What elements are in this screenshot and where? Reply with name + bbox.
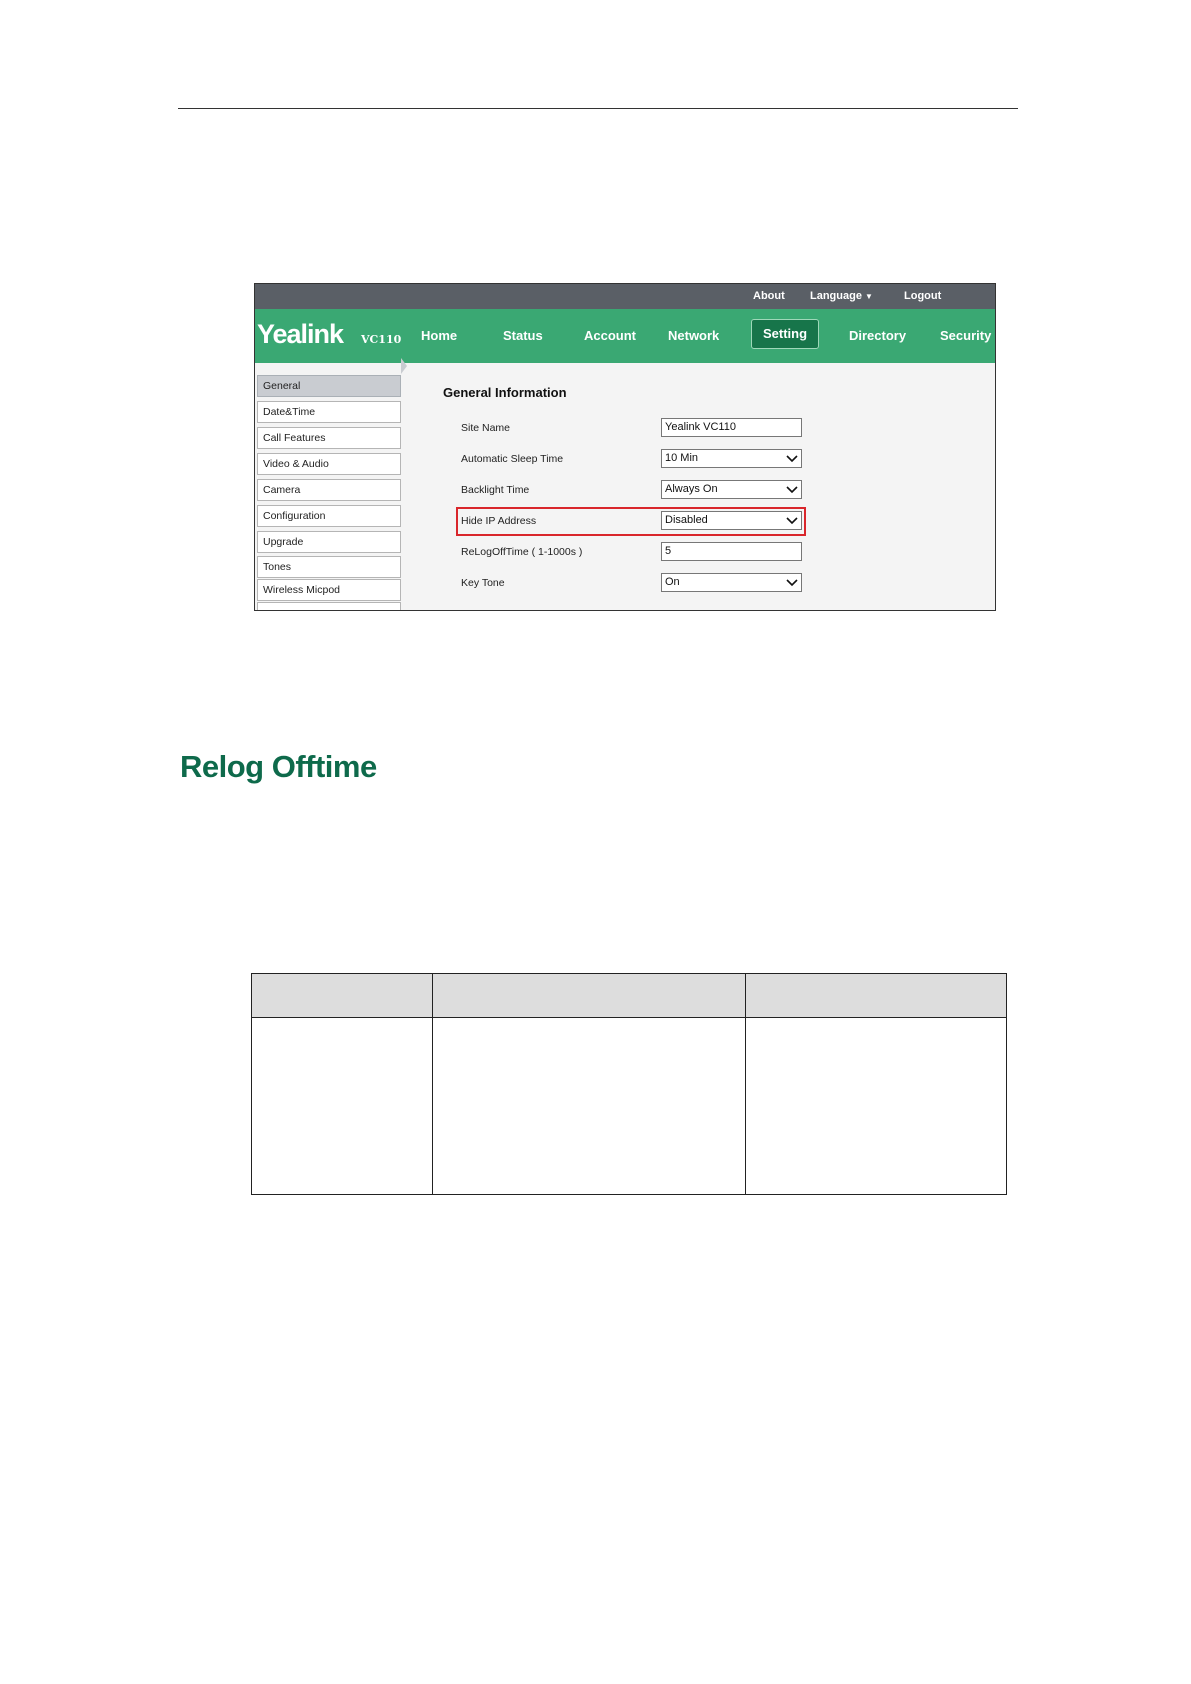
- chevron-down-icon: [786, 574, 798, 591]
- sidebar-item-date-time[interactable]: Date&Time: [257, 401, 401, 423]
- nav-security[interactable]: Security: [940, 328, 992, 343]
- backlight-time-value: Always On: [665, 483, 718, 495]
- backlight-time-select[interactable]: [661, 480, 802, 499]
- nav-directory[interactable]: Directory: [849, 328, 907, 343]
- table-header-cell: [432, 974, 746, 1018]
- chevron-down-icon: [786, 481, 798, 498]
- language-menu[interactable]: [810, 290, 873, 302]
- label-key-tone: Key Tone: [461, 577, 505, 589]
- label-hide-ip-address: Hide IP Address: [461, 515, 537, 527]
- nav-status[interactable]: Status: [503, 328, 543, 343]
- nav-setting[interactable]: Setting: [751, 319, 819, 349]
- site-name-value: Yealink VC110: [665, 421, 736, 433]
- caret-down-icon: ▼: [864, 292, 873, 301]
- key-tone-value: On: [665, 576, 680, 588]
- sidebar-item-call-features[interactable]: Call Features: [257, 427, 401, 449]
- section-title: General Information: [443, 385, 567, 400]
- label-site-name: Site Name: [461, 422, 511, 434]
- label-backlight-time: Backlight Time: [461, 484, 530, 496]
- sidebar-item-cut-off: [257, 602, 401, 611]
- relogofftime-input[interactable]: [661, 542, 802, 561]
- sidebar-item-video-audio[interactable]: Video & Audio: [257, 453, 401, 475]
- top-bar: [255, 284, 995, 309]
- sidebar-item-configuration[interactable]: Configuration: [257, 505, 401, 527]
- table-row: [252, 1018, 1007, 1195]
- logout-link[interactable]: Logout: [904, 290, 942, 302]
- table-cell: [432, 1018, 746, 1195]
- parameter-table: [251, 973, 1007, 1195]
- sidebar-item-tones[interactable]: Tones: [257, 556, 401, 578]
- hide-ip-address-value: Disabled: [665, 514, 708, 526]
- chevron-down-icon: [786, 450, 798, 467]
- relogofftime-value: 5: [665, 545, 672, 557]
- label-relogofftime: ReLogOffTime ( 1-1000s ): [461, 546, 583, 558]
- key-tone-select[interactable]: [661, 573, 802, 592]
- sidebar-active-arrow: [401, 358, 407, 374]
- sidebar-item-wireless-micpod[interactable]: Wireless Micpod: [257, 579, 401, 601]
- nav-network[interactable]: Network: [668, 328, 720, 343]
- sidebar-item-general[interactable]: General: [257, 375, 401, 397]
- table-header-cell: [746, 974, 1007, 1018]
- web-ui-screenshot: [254, 283, 996, 611]
- about-link[interactable]: About: [753, 290, 785, 302]
- section-heading: Relog Offtime: [180, 749, 377, 784]
- table-cell: [746, 1018, 1007, 1195]
- page-header-rule: [178, 108, 1018, 109]
- nav-account[interactable]: Account: [584, 328, 636, 343]
- model-label: VC110: [361, 333, 402, 346]
- sidebar-item-upgrade[interactable]: Upgrade: [257, 531, 401, 553]
- table-header-row: [252, 974, 1007, 1018]
- label-automatic-sleep-time: Automatic Sleep Time: [461, 453, 564, 465]
- automatic-sleep-time-select[interactable]: [661, 449, 802, 468]
- hide-ip-address-select[interactable]: [661, 511, 802, 530]
- table-header-cell: [252, 974, 433, 1018]
- site-name-input[interactable]: [661, 418, 802, 437]
- main-nav: [255, 309, 995, 363]
- table-cell: [252, 1018, 433, 1195]
- chevron-down-icon: [786, 512, 798, 529]
- language-label: Language: [810, 290, 862, 302]
- nav-home[interactable]: Home: [421, 328, 458, 343]
- yealink-logo: Yealink: [257, 319, 344, 349]
- sidebar-item-camera[interactable]: Camera: [257, 479, 401, 501]
- automatic-sleep-time-value: 10 Min: [665, 452, 699, 464]
